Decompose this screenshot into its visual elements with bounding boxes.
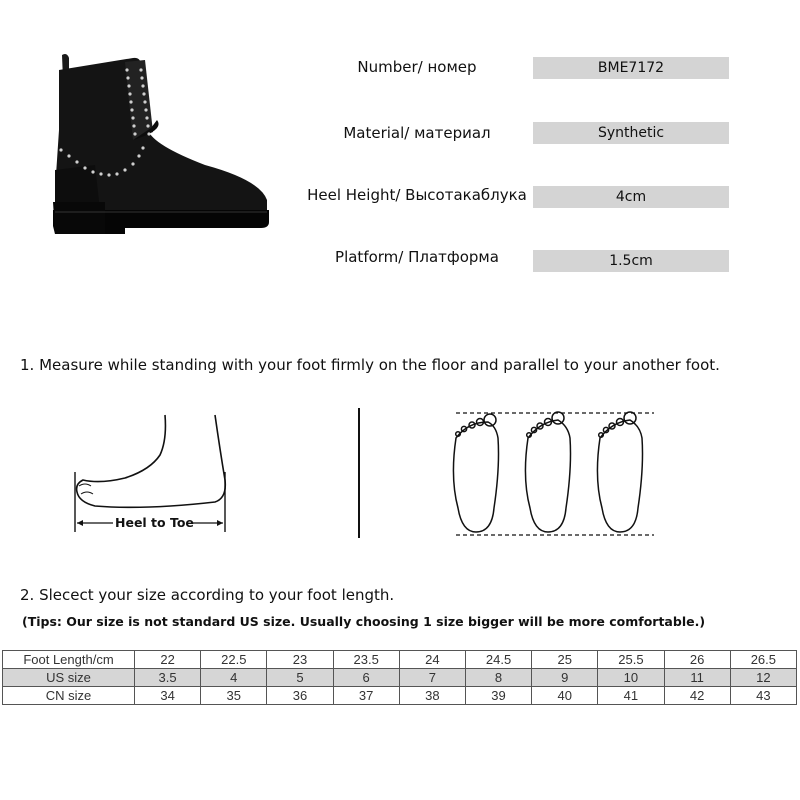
table-row-cn-size xyxy=(3,687,797,705)
table-cell: 22 xyxy=(135,651,201,669)
table-cell: 12 xyxy=(730,669,796,687)
table-row-foot-length xyxy=(3,651,797,669)
spec-value-number: BME7172 xyxy=(533,57,729,79)
table-row-us-size xyxy=(3,669,797,687)
table-cell: 11 xyxy=(664,669,730,687)
table-cell: 23 xyxy=(267,651,333,669)
diagram-divider xyxy=(358,408,360,538)
step2-text: 2. Slecect your size according to your foot length. xyxy=(20,586,395,604)
table-cell: 42 xyxy=(664,687,730,705)
spec-value-heel-height: 4cm xyxy=(533,186,729,208)
table-cell: 24 xyxy=(399,651,465,669)
spec-value-platform: 1.5cm xyxy=(533,250,729,272)
feet-top-diagram xyxy=(448,408,660,540)
table-cell: 40 xyxy=(532,687,598,705)
table-cell: 7 xyxy=(399,669,465,687)
spec-value-material: Synthetic xyxy=(533,122,729,144)
table-cell: 39 xyxy=(465,687,531,705)
row-label: US size xyxy=(3,669,135,687)
size-table xyxy=(2,650,797,705)
row-label: CN size xyxy=(3,687,135,705)
table-cell: 35 xyxy=(201,687,267,705)
table-cell: 25.5 xyxy=(598,651,664,669)
table-cell: 23.5 xyxy=(333,651,399,669)
row-label: Foot Length/cm xyxy=(3,651,135,669)
table-cell: 10 xyxy=(598,669,664,687)
spec-label-number: Number/ номер xyxy=(357,58,477,76)
table-cell: 22.5 xyxy=(201,651,267,669)
table-cell: 9 xyxy=(532,669,598,687)
table-cell: 6 xyxy=(333,669,399,687)
table-cell: 25 xyxy=(532,651,598,669)
heel-to-toe-label: Heel to Toe xyxy=(115,515,194,530)
table-cell: 38 xyxy=(399,687,465,705)
table-cell: 41 xyxy=(598,687,664,705)
table-cell: 43 xyxy=(730,687,796,705)
table-cell: 26.5 xyxy=(730,651,796,669)
table-cell: 34 xyxy=(135,687,201,705)
table-cell: 37 xyxy=(333,687,399,705)
table-cell: 24.5 xyxy=(465,651,531,669)
boot-image xyxy=(45,50,275,235)
spec-label-material: Material/ материал xyxy=(343,124,491,142)
step1-text: 1. Measure while standing with your foot firmly on the floor and parallel to your another foot. xyxy=(20,356,720,374)
table-cell: 3.5 xyxy=(135,669,201,687)
table-cell: 8 xyxy=(465,669,531,687)
table-cell: 36 xyxy=(267,687,333,705)
table-cell: 4 xyxy=(201,669,267,687)
tips-text: (Tips: Our size is not standard US size. Usually choosing 1 size bigger will be more comfortable.) xyxy=(22,614,706,629)
spec-label-platform: Platform/ Платформа xyxy=(335,248,499,266)
table-cell: 5 xyxy=(267,669,333,687)
table-cell: 26 xyxy=(664,651,730,669)
spec-label-heel-height: Heel Height/ Высотакаблука xyxy=(307,186,527,204)
